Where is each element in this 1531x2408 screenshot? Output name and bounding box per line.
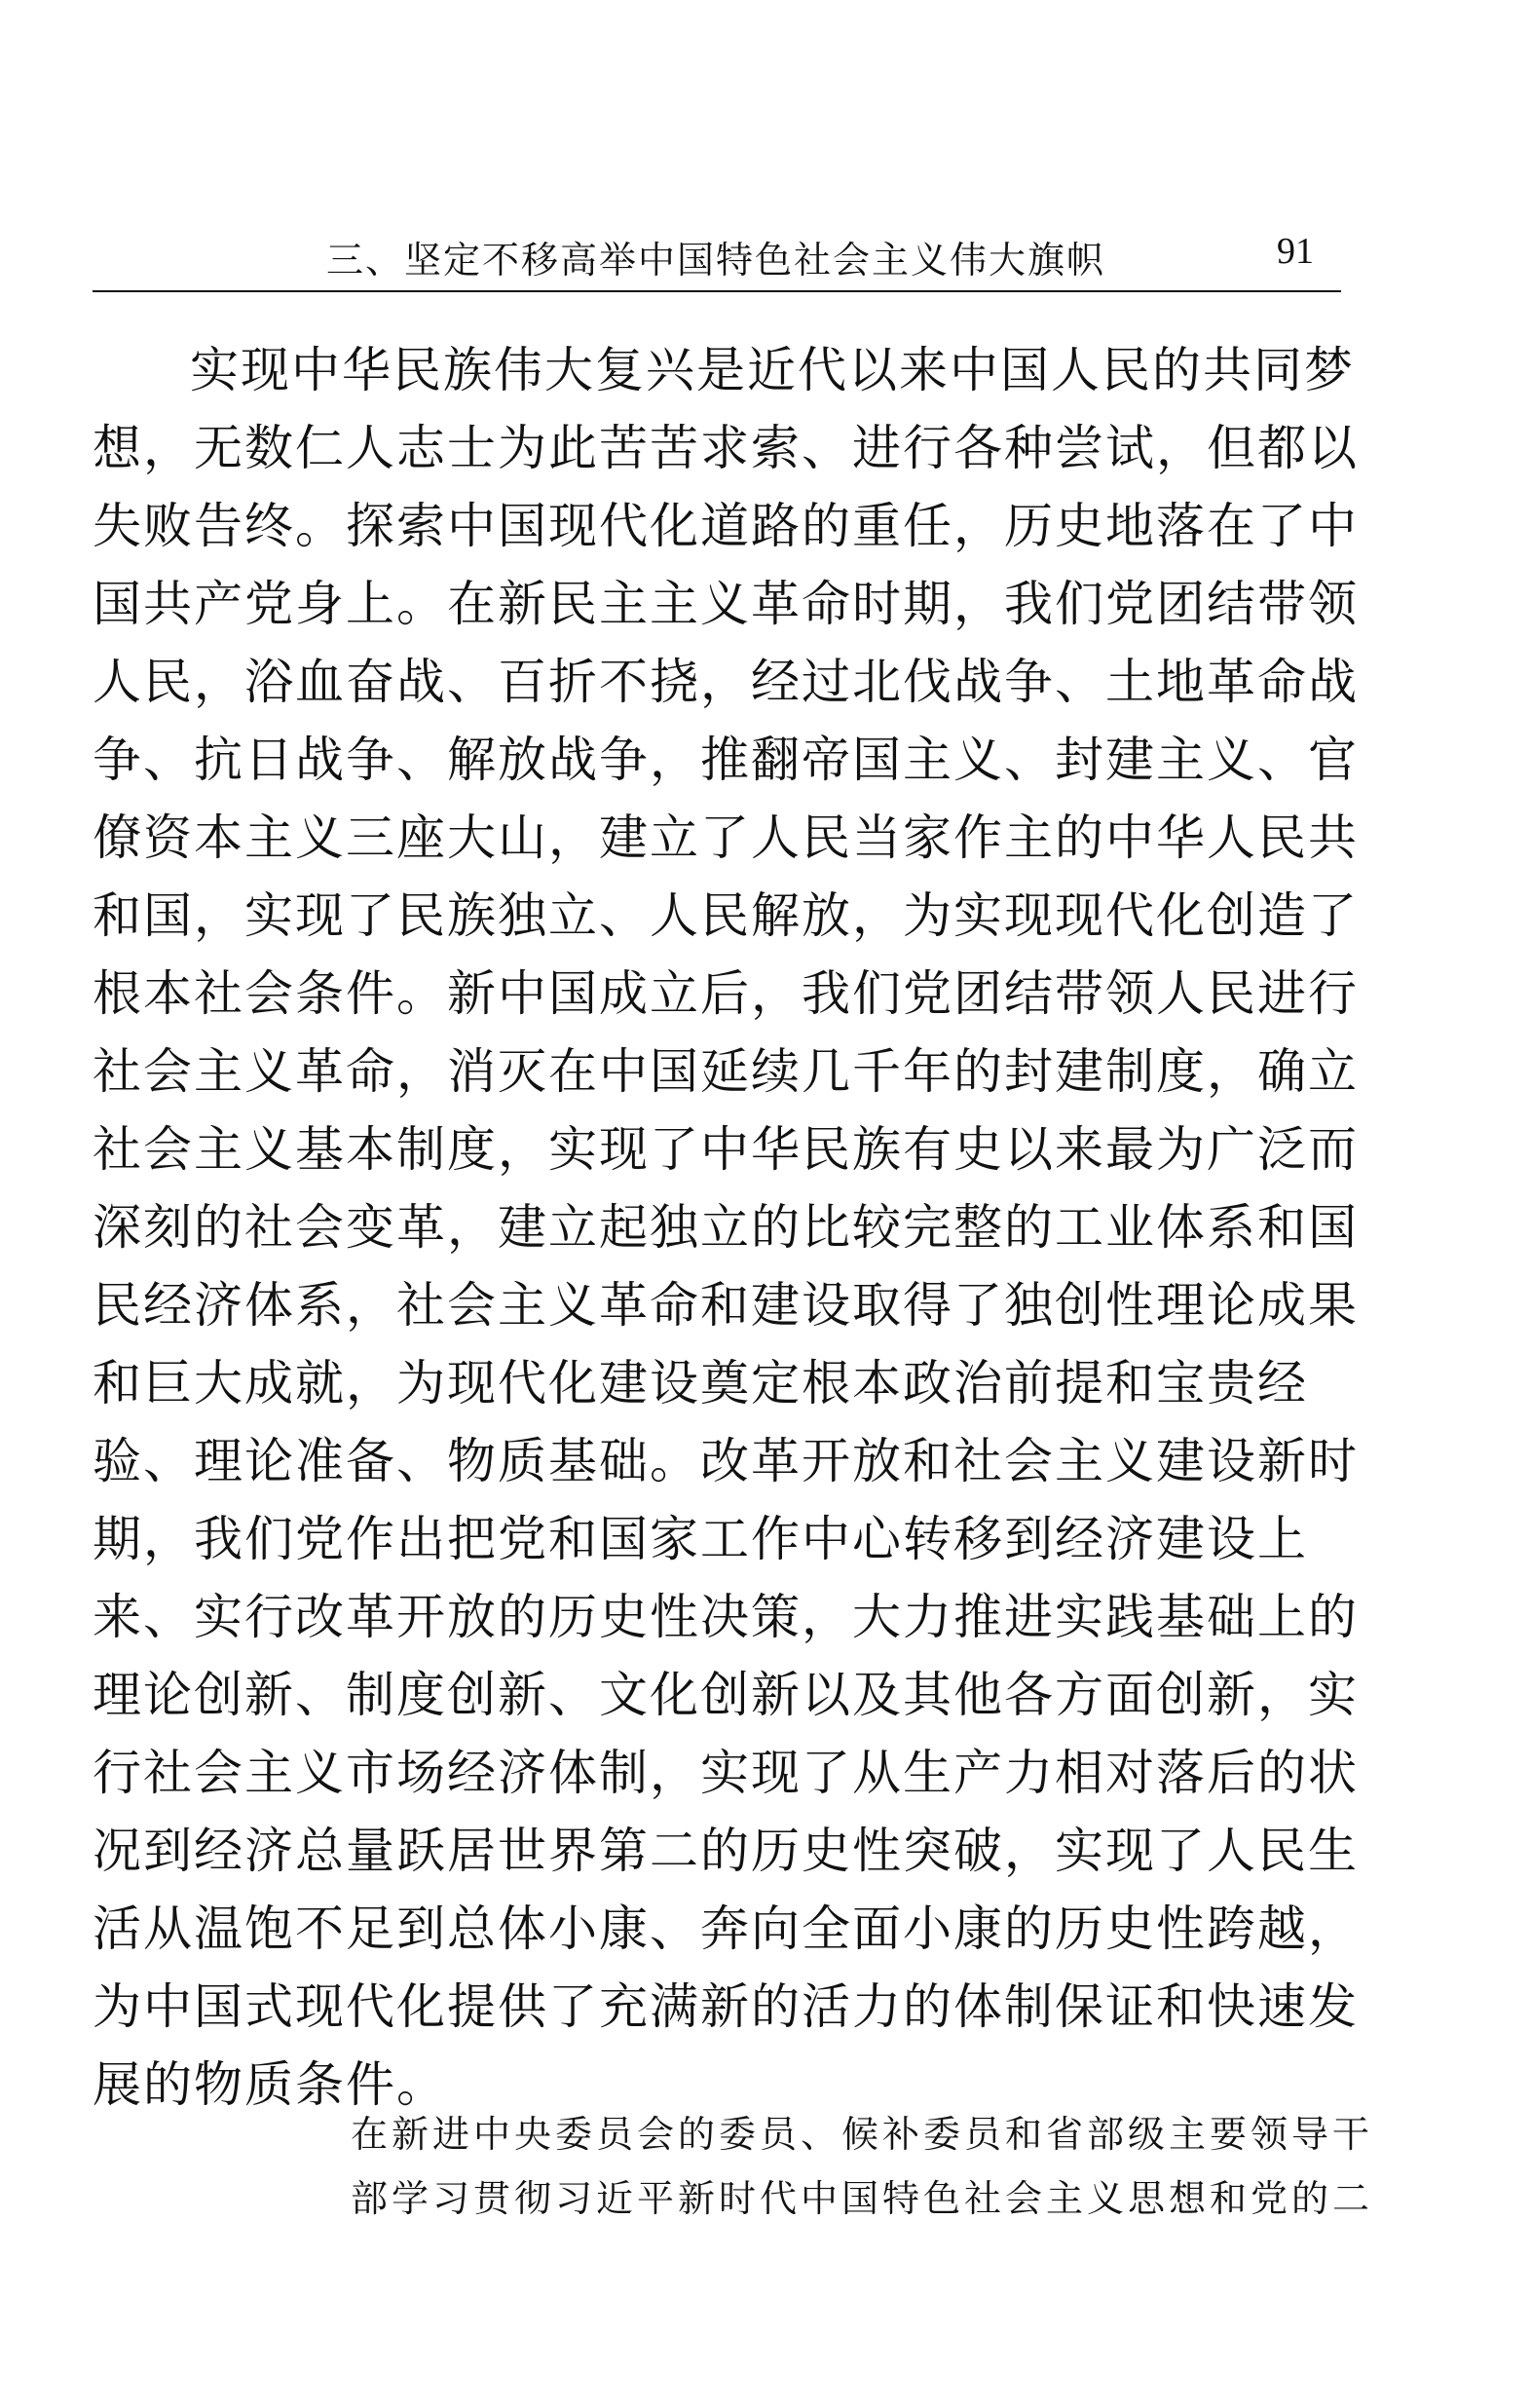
paragraph-line: 争、抗日战争、解放战争，推翻帝国主义、封建主义、官 <box>93 732 1359 788</box>
source-note-line: 部学习贯彻习近平新时代中国特色社会主义思想和党的二 <box>351 2177 1374 2220</box>
paragraph-line: 况到经济总量跃居世界第二的历史性突破，实现了人民生 <box>93 1823 1359 1879</box>
paragraph-line: 活从温饱不足到总体小康、奔向全面小康的历史性跨越， <box>93 1900 1359 1957</box>
paragraph-line: 和巨大成就，为现代化建设奠定根本政治前提和宝贵经 <box>93 1355 1308 1411</box>
paragraph-line: 期，我们党作出把党和国家工作中心转移到经济建设上 <box>93 1511 1308 1567</box>
running-header <box>93 212 1341 292</box>
paragraph-line: 僚资本主义三座大山，建立了人民当家作主的中华人民共 <box>93 809 1359 866</box>
page-number: 91 <box>1277 231 1314 272</box>
paragraph-line: 社会主义革命，消灭在中国延续几千年的封建制度，确立 <box>93 1043 1359 1100</box>
paragraph-line: 为中国式现代化提供了充满新的活力的体制保证和快速发 <box>93 1978 1359 2035</box>
chapter-title: 三、坚定不移高举中国特色社会主义伟大旗帜 <box>326 239 1106 282</box>
paragraph-line: 行社会主义市场经济体制，实现了从生产力相对落后的状 <box>93 1745 1359 1801</box>
paragraph-line: 和国，实现了民族独立、人民解放，为实现现代化创造了 <box>93 887 1359 944</box>
paragraph-line: 人民，浴血奋战、百折不挠，经过北伐战争、土地革命战 <box>93 654 1359 710</box>
paragraph-line: 民经济体系，社会主义革命和建设取得了独创性理论成果 <box>93 1277 1359 1334</box>
paragraph-line: 验、理论准备、物质基础。改革开放和社会主义建设新时 <box>93 1433 1359 1489</box>
main-paragraph <box>93 331 1359 2124</box>
paragraph-line: 根本社会条件。新中国成立后，我们党团结带领人民进行 <box>93 965 1359 1022</box>
source-note <box>351 2102 1374 2231</box>
paragraph-line: 来、实行改革开放的历史性决策，大力推进实践基础上的 <box>93 1589 1359 1645</box>
source-note-line: 在新进中央委员会的委员、候补委员和省部级主要领导干 <box>351 2113 1374 2156</box>
paragraph-line: 社会主义基本制度，实现了中华民族有史以来最为广泛而 <box>93 1121 1359 1178</box>
paragraph-line: 深刻的社会变革，建立起独立的比较完整的工业体系和国 <box>93 1199 1359 1256</box>
paragraph-line: 国共产党身上。在新民主主义革命时期，我们党团结带领 <box>93 576 1359 632</box>
paragraph-line: 理论创新、制度创新、文化创新以及其他各方面创新，实 <box>93 1667 1359 1723</box>
paragraph-line: 失败告终。探索中国现代化道路的重任，历史地落在了中 <box>93 498 1359 554</box>
paragraph-line: 想，无数仁人志士为此苦苦求索、进行各种尝试，但都以 <box>93 420 1359 476</box>
paragraph-line: 实现中华民族伟大复兴是近代以来中国人民的共同梦 <box>190 342 1355 398</box>
paragraph-line: 展的物质条件。 <box>93 2056 447 2113</box>
